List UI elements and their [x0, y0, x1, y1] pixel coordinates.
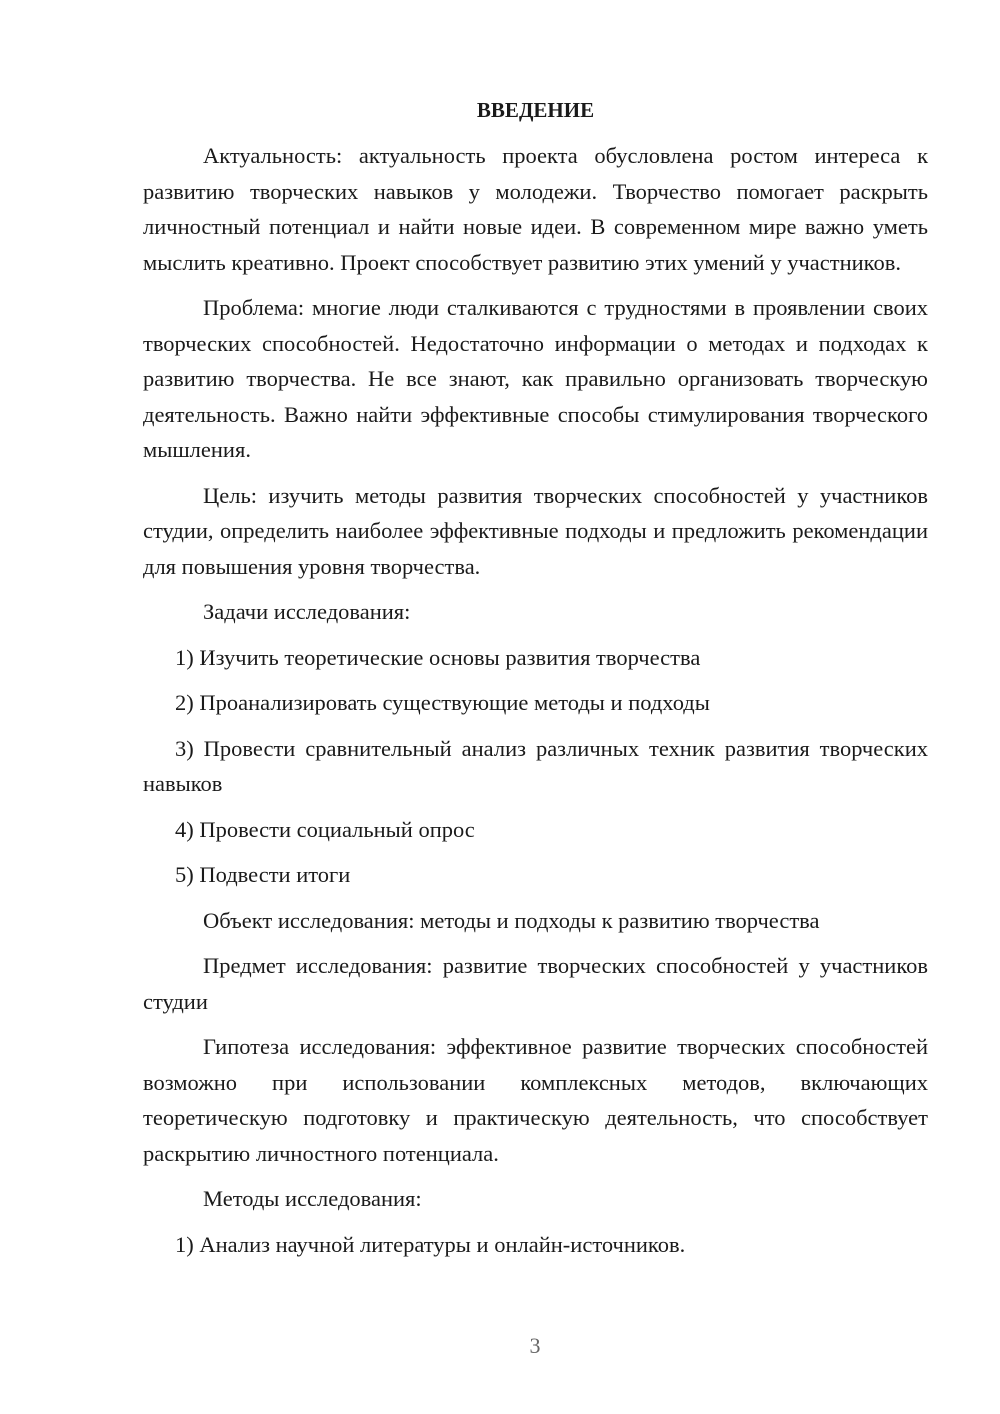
task-item: 2) Проанализировать существующие методы и подходы	[175, 690, 710, 715]
task-item: 1) Изучить теоретические основы развития творчества	[175, 644, 701, 670]
section-title: ВВЕДЕНИЕ	[476, 98, 595, 122]
task-item: 3) Провести сравнительный анализ различных техник развития творческих навыков	[143, 735, 928, 796]
page-number: 3	[529, 1333, 541, 1358]
document-page	[143, 92, 928, 1262]
object-paragraph: Объект исследования: методы и подходы к развитию творчества	[203, 907, 820, 933]
task-item: 5) Подвести итоги	[175, 862, 351, 887]
method-item: 1) Анализ научной литературы и онлайн-источников.	[175, 1231, 686, 1257]
goal-paragraph: Цель: изучить методы развития творческих способностей у участников студии, определить наиболее эффективные подходы и предложить рекомендации для повышения уровня творчества.	[143, 482, 928, 579]
relevance-paragraph: Актуальность: актуальность проекта обусловлена ростом интереса к развитию творческих навыков у молодежи. Творчество помогает раскрыть личностный потенциал и найти новые идеи. В современном мире важно уметь мыслить креативно. Проект способствует развитию этих умений у участников.	[143, 143, 928, 275]
subject-paragraph: Предмет исследования: развитие творческих способностей у участников студии	[143, 953, 928, 1014]
problem-paragraph: Проблема: многие люди сталкиваются с трудностями в проявлении своих творческих способностей. Недостаточно информации о методах и подходах к развитию творчества. Не все знают, как правильно организовать творческую деятельность. Важно найти эффективные способы стимулирования творческого мышления.	[143, 295, 928, 462]
hypothesis-paragraph: Гипотеза исследования: эффективное развитие творческих способностей возможно при использовании комплексных методов, включающих теоретическую подготовку и практическую деятельность, что способствует раскрытию личностного потенциала.	[143, 1034, 928, 1166]
tasks-heading: Задачи исследования:	[203, 599, 411, 624]
methods-heading: Методы исследования:	[203, 1186, 422, 1211]
task-item: 4) Провести социальный опрос	[175, 816, 475, 842]
